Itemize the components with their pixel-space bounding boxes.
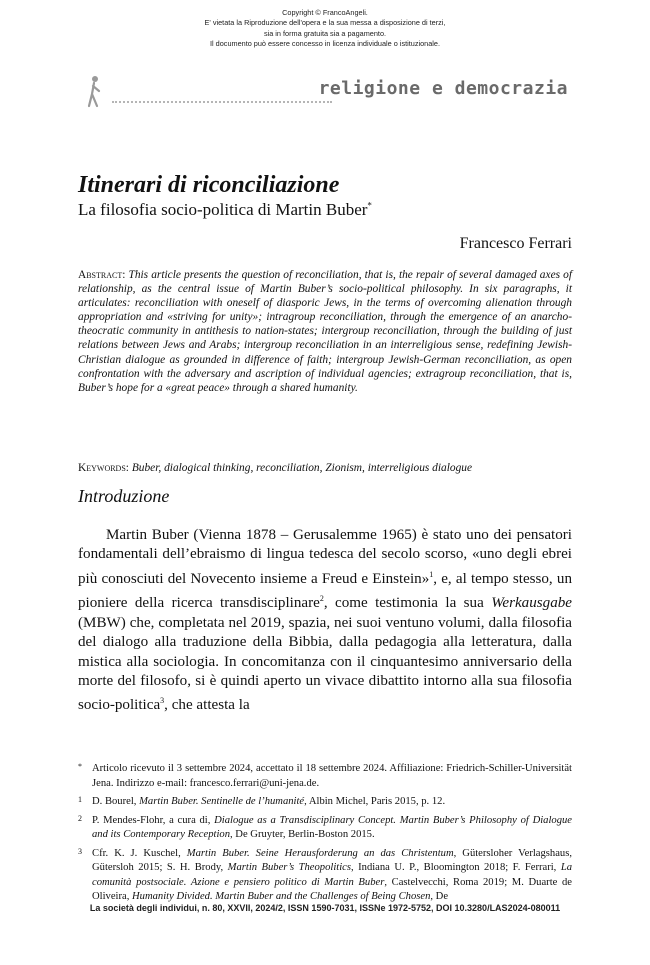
abstract-text: This article presents the question of reconciliation, that is, the repair of several damaged axes of relationship, as the central issue of Martin Buber’s socio-political philosophy. In six paragraphs, it articulates: reconciliation with oneself of diasporic Jews, in the terms of overcoming alienation through appropriation and «striving for unity»; intragroup reconciliation, through the emergence of an anarcho-theocratic community in antithesis to nation-states; intergroup reconciliation, through the building of just relations between Jews and Arabs; intergroup reconciliation in an interreligious sense, redefining Jewish-Christian dialogue as grounded in difference of faith; intergroup Jewish-German reconciliation, as open confrontation with the adversary and ascription of individual agencies; extragroup reconciliation, that is, Buber’s hope for a «great peace» through a shared humanity. bbox=[78, 269, 572, 394]
article-subtitle bbox=[78, 200, 372, 220]
footnote-text: , Albin Michel, Paris 2015, p. 12. bbox=[304, 796, 446, 807]
abstract bbox=[78, 268, 572, 395]
footnote-mark: * bbox=[78, 762, 82, 771]
body-text-run: , come testimonia la sua bbox=[323, 595, 492, 612]
cited-title: Dialogue as a Transdisciplinary Concept. Martin Buber’s Philosophy of Dialogue and its Contemporary Reception bbox=[92, 814, 572, 840]
footnote-text: , Gütersloher Verlagshaus, Gütersloh 2015; S. H. Brody, bbox=[92, 847, 572, 873]
body-text-run: , e, al tempo stesso, un pioniere della ricerca transdisciplinare bbox=[78, 570, 572, 612]
footnotes bbox=[78, 762, 572, 909]
copyright-line: sia in forma gratuita sia a pagamento. bbox=[263, 28, 387, 38]
footnote-text: , De Gruyter, Berlin-Boston 2015. bbox=[230, 829, 375, 840]
cited-title: Martin Buber. Sentinelle de l’humanité bbox=[139, 796, 305, 807]
cited-title: La comunità postsociale. Azione e pensiero politico di Martin Buber bbox=[92, 862, 573, 888]
footnote-text: P. Mendes-Flohr, a cura di, bbox=[92, 814, 215, 826]
cited-title: Humanity Divided. Martin Buber and the Challenges of Being Chosen bbox=[132, 891, 431, 902]
footnote-ref: 1 bbox=[429, 569, 434, 579]
footnote bbox=[78, 847, 572, 905]
cited-title: Martin Buber. Seine Herausforderung an das Christentum bbox=[186, 847, 454, 859]
footnote-ref: 3 bbox=[160, 696, 165, 706]
body-text-run: ( bbox=[78, 614, 84, 631]
footnote-mark: 1 bbox=[78, 795, 82, 804]
subtitle-text: La filosofia socio-politica di Martin Buber bbox=[78, 200, 368, 219]
footnote bbox=[78, 762, 572, 791]
abstract-label: Abstract: bbox=[78, 269, 126, 281]
journal-section-name: religione e democrazia bbox=[318, 78, 568, 99]
subtitle-note-mark: * bbox=[367, 200, 372, 211]
footnote bbox=[78, 795, 572, 810]
werkausgabe-title: Werkausgabe bbox=[491, 595, 572, 612]
body-text-run: Martin Buber (Vienna 1878 – Gerusalemme 1965) è stato uno dei pensatori fondamentali dell’ebraismo di lingua tedesca del secolo scorso, «uno degli ebrei più conosciuti del Novecento insieme a Freud e Einstein» bbox=[78, 527, 572, 587]
keywords bbox=[78, 462, 572, 474]
article-title: Itinerari di riconciliazione bbox=[78, 172, 340, 198]
keywords-text: Buber, dialogical thinking, reconciliation, Zionism, interreligious dialogue bbox=[131, 462, 473, 474]
section-heading: Introduzione bbox=[78, 486, 170, 506]
copyright-line: E' vietata la Riproduzione dell'opera e la sua messa a disposizione di terzi, bbox=[204, 18, 446, 28]
article-author: Francesco Ferrari bbox=[459, 235, 572, 252]
mbw-abbreviation: MBW bbox=[83, 614, 121, 631]
journal-header bbox=[78, 74, 570, 108]
copyright-notice bbox=[0, 8, 650, 49]
keywords-label: Keywords: bbox=[78, 462, 129, 474]
footnote-text: D. Bourel, bbox=[92, 796, 140, 807]
footnote-text: Cfr. K. J. Kuschel, bbox=[92, 847, 187, 859]
footnote bbox=[78, 814, 572, 843]
footnote-text: , De bbox=[430, 891, 449, 902]
cited-title: Martin Buber’s Theopolitics bbox=[227, 862, 351, 873]
footnote-text: , Indiana U. P., Bloomington 2018; F. Ferrari, bbox=[350, 862, 561, 873]
copyright-line: Il documento può essere concesso in licenza individuale o istituzionale. bbox=[210, 38, 440, 48]
header-dotted-rule bbox=[112, 101, 332, 103]
footnote-mark: 2 bbox=[78, 813, 82, 823]
journal-citation-footer: La società degli individui, n. 80, XXVII, 2024/2, ISSN 1590-7031, ISSNe 1972-5752, DOI 10.3280/LAS2024-080011 bbox=[89, 903, 561, 913]
footnote-ref: 2 bbox=[319, 594, 324, 604]
body-paragraph bbox=[78, 526, 572, 716]
copyright-line: Copyright © FrancoAngeli. bbox=[282, 8, 368, 17]
walking-figure-logo-icon bbox=[84, 74, 106, 108]
body-text-run: ) che, completata nel 2019, spazia, nei suoi ventuno volumi, dalla filosofia del dialogo alla traduzione della Bibbia, dalla pedagogia alla letteratura, dalla mistica alla sociologia. In concomitanza con il cinquantesimo anniversario della morte del filosofo, si è quindi aperto un vivace dibattito intorno alla sua filosofia socio-politica bbox=[78, 614, 572, 714]
footnote-mark: 3 bbox=[78, 846, 82, 856]
footnote-text: , Castelvecchi, Roma 2019; M. Duarte de Oliveira, bbox=[92, 876, 572, 902]
body-text-run: , che attesta la bbox=[164, 697, 250, 714]
footnote-text: Articolo ricevuto il 3 settembre 2024, accettato il 18 settembre 2024. Affiliazione: Friedrich-Schiller-Universität Jena. Indirizzo e-mail: francesco.ferrari@uni-jena.de. bbox=[92, 763, 572, 789]
